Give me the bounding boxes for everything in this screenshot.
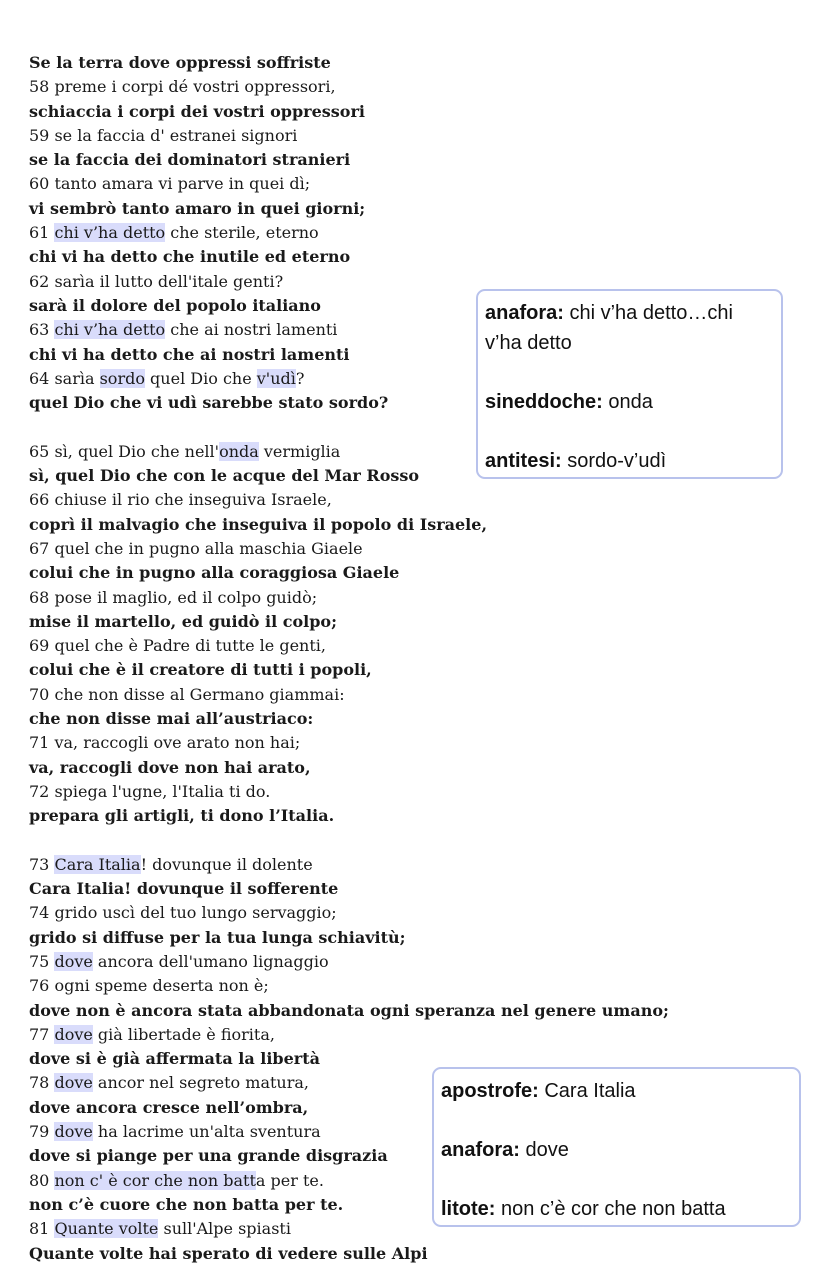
note-label: anafora: (441, 1139, 520, 1161)
highlight-apostrofe: Cara Italia (54, 854, 141, 874)
note-litote (441, 1195, 789, 1225)
note-spacer (441, 1107, 789, 1137)
note-label: anafora: (485, 302, 564, 324)
note-label: sineddoche: (485, 390, 603, 413)
highlight-anafora: chi v’ha detto (54, 320, 166, 340)
verse-line-74: 74 grido uscì del tuo lungo servaggio; (29, 903, 337, 923)
note-text: sordo-v’udì (561, 449, 667, 472)
highlight-anafora: dove (54, 1122, 93, 1142)
note-text: onda (602, 390, 653, 413)
paraphrase-line: colui che è il creatore di tutti i popoli, (29, 660, 372, 680)
paraphrase-line: va, raccogli dove non hai arato, (29, 757, 311, 777)
note-anafora (441, 1136, 789, 1166)
verse-text: 64 sarìa (29, 368, 100, 388)
paraphrase-line: chi vi ha detto che ai nostri lamenti (29, 344, 350, 364)
paraphrase-line: Se la terra dove oppressi soffriste (29, 53, 331, 72)
highlight-anafora: dove (54, 1024, 93, 1044)
note-text: chi v’ha detto…chi v’ha detto (485, 302, 733, 354)
note-label: apostrofe: (441, 1080, 539, 1102)
note-sineddoche (485, 388, 771, 418)
highlight-anafora: dove (54, 1073, 93, 1093)
highlight-antitesi: v'udì (256, 368, 296, 388)
verse-text: che ai nostri lamenti (165, 320, 338, 340)
note-anafora (485, 299, 771, 358)
paraphrase-line: sarà il dolore del popolo italiano (29, 295, 321, 315)
verse-line-66: 66 chiuse il rio che inseguiva Israele, (29, 490, 332, 510)
verse-text: ? (295, 368, 305, 388)
verse-text: che sterile, eterno (165, 223, 319, 243)
note-spacer (485, 358, 771, 388)
verse-line-69: 69 quel che è Padre di tutte le genti, (29, 636, 326, 656)
highlight-sineddoche: onda (219, 441, 259, 461)
verse-text: sull'Alpe spiasti (158, 1219, 291, 1239)
paraphrase-line: Cara Italia! dovunque il sofferente (29, 879, 339, 899)
verse-number: 78 (29, 1073, 55, 1093)
note-spacer (441, 1166, 789, 1196)
verse-line-72: 72 spiega l'ugne, l'Italia ti do. (29, 781, 271, 801)
highlight-anafora: dove (54, 951, 93, 971)
note-label: litote: (441, 1198, 496, 1220)
verse-text: a per te. (255, 1170, 324, 1190)
paraphrase-line: schiaccia i corpi dei vostri oppressori (29, 101, 365, 121)
verse-text: ! dovunque il dolente (140, 854, 313, 874)
note-text: non c’è cor che non batta (495, 1198, 726, 1220)
paraphrase-line: che non disse mai all’austriaco: (29, 709, 314, 729)
verse-number: 77 (29, 1024, 55, 1044)
verse-line-75 (29, 950, 669, 974)
note-text: dove (519, 1139, 569, 1161)
verse-line-60: 60 tanto amara vi parve in quei dì; (29, 174, 311, 194)
verse-number: 73 (29, 854, 55, 874)
verse-number: 63 (29, 320, 55, 340)
paraphrase-line: prepara gli artigli, ti dono l’Italia. (29, 806, 335, 826)
highlight-litote: non c' è cor che non batt (54, 1170, 256, 1190)
verse-line-67: 67 quel che in pugno alla maschia Giaele (29, 538, 363, 558)
paraphrase-line: dove si piange per una grande disgrazia (29, 1146, 388, 1166)
verse-number: 75 (29, 951, 55, 971)
verse-line-76: 76 ogni speme deserta non è; (29, 976, 269, 996)
stanza-gap (29, 829, 669, 853)
verse-text: 65 sì, quel Dio che nell' (29, 441, 220, 461)
verse-line-77 (29, 1023, 669, 1047)
verse-line-61 (29, 221, 669, 245)
paraphrase-line: se la faccia dei dominatori stranieri (29, 150, 351, 170)
verse-text: ancor nel segreto matura, (92, 1073, 309, 1093)
note-antitesi (485, 447, 771, 477)
paraphrase-line: vi sembrò tanto amaro in quei giorni; (29, 198, 366, 218)
paraphrase-line: quel Dio che vi udì sarebbe stato sordo? (29, 393, 389, 413)
note-apostrofe (441, 1077, 789, 1107)
paraphrase-line: dove non è ancora stata abbandonata ogni speranza nel genere umano; (29, 1000, 669, 1020)
highlight-quante-volte: Quante volte (54, 1219, 159, 1239)
note-label: antitesi: (485, 449, 562, 472)
verse-line-68: 68 pose il maglio, ed il colpo guidò; (29, 587, 318, 607)
note-text: Cara Italia (538, 1080, 636, 1102)
verse-line-71: 71 va, raccogli ove arato non hai; (29, 733, 301, 753)
note-spacer (485, 417, 771, 447)
verse-line-73 (29, 853, 669, 877)
verse-number: 80 (29, 1170, 55, 1190)
paraphrase-line: mise il martello, ed guidò il colpo; (29, 611, 338, 631)
verse-text: quel Dio che (144, 368, 257, 388)
highlight-antitesi: sordo (99, 368, 145, 388)
verse-text: ha lacrime un'alta sventura (92, 1122, 321, 1142)
verse-line-70: 70 che non disse al Germano giammai: (29, 684, 345, 704)
verse-number: 61 (29, 223, 55, 243)
verse-text: già libertade è fiorita, (92, 1024, 275, 1044)
paraphrase-line: grido si diffuse per la tua lunga schiavitù; (29, 927, 406, 947)
paraphrase-line: dove si è già affermata la libertà (29, 1049, 320, 1069)
verse-number: 79 (29, 1122, 55, 1142)
paraphrase-line: Quante volte hai sperato di vedere sulle Alpi (29, 1243, 428, 1263)
paraphrase-line: dove ancora cresce nell’ombra, (29, 1097, 309, 1117)
highlight-anafora: chi v’ha detto (54, 223, 166, 243)
verse-line-58: 58 preme i corpi dé vostri oppressori, (29, 77, 336, 97)
paraphrase-line: coprì il malvagio che inseguiva il popolo di Israele, (29, 514, 488, 534)
verse-line-59: 59 se la faccia d' estranei signori (29, 125, 298, 145)
paraphrase-line: non c’è cuore che non batta per te. (29, 1194, 344, 1214)
verse-text: vermiglia (258, 441, 341, 461)
verse-line-62: 62 sarìa il lutto dell'itale genti? (29, 271, 284, 291)
paraphrase-line: chi vi ha detto che inutile ed eterno (29, 247, 351, 267)
verse-text: ancora dell'umano lignaggio (92, 951, 329, 971)
figures-note-box-2 (432, 1067, 801, 1227)
verse-number: 81 (29, 1219, 55, 1239)
paraphrase-line: colui che in pugno alla coraggiosa Giaele (29, 563, 400, 583)
figures-note-box-1 (476, 289, 783, 479)
paraphrase-line: sì, quel Dio che con le acque del Mar Rosso (29, 466, 420, 486)
